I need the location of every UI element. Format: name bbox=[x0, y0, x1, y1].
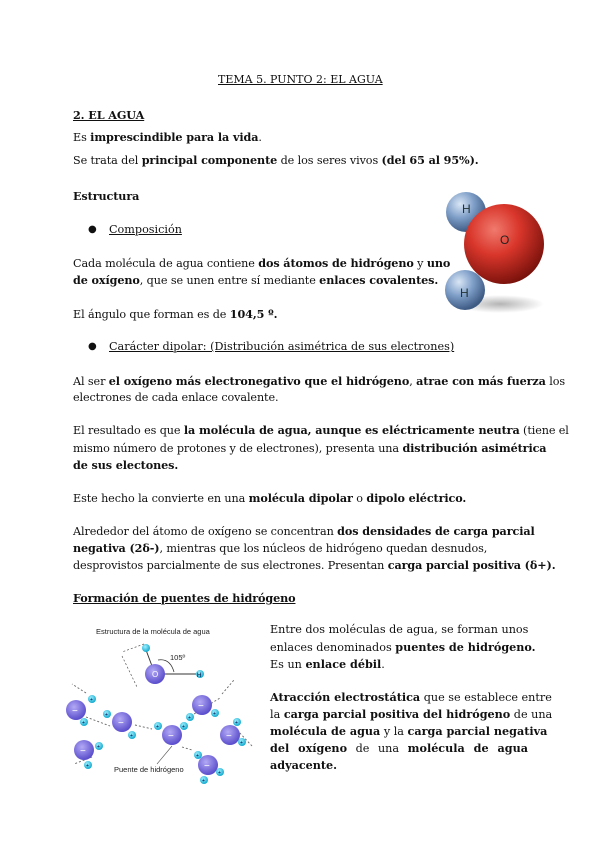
bullet-dot: ● bbox=[88, 341, 97, 352]
puentes-heading: Formación de puentes de hidrógeno bbox=[73, 591, 296, 605]
bullet-dot: ● bbox=[88, 224, 97, 235]
svg-text:−: − bbox=[118, 718, 124, 729]
dashed-bracket bbox=[122, 644, 144, 652]
svg-text:−: − bbox=[72, 706, 78, 717]
angle-label: 105º bbox=[170, 653, 186, 662]
h-top-label: H bbox=[462, 202, 471, 216]
h-label: H bbox=[197, 673, 202, 679]
o-label: O bbox=[152, 670, 159, 679]
intro-line-2: Se trata del principal componente de los seres vivos (del 65 al 95%). bbox=[73, 153, 479, 167]
svg-text:+: + bbox=[196, 753, 199, 759]
puentes-line-3: Es un enlace débil. bbox=[270, 657, 385, 671]
water-molecule-1 bbox=[66, 695, 96, 726]
svg-text:+: + bbox=[188, 715, 191, 721]
intro-line-1: Es imprescindible para la vida. bbox=[73, 130, 262, 144]
svg-text:−: − bbox=[168, 731, 174, 742]
svg-text:+: + bbox=[156, 724, 159, 730]
puentes-line-2: enlaces denominados puentes de hidrógeno. bbox=[270, 640, 536, 654]
svg-text:+: + bbox=[240, 740, 243, 746]
svg-text:−: − bbox=[204, 761, 210, 772]
svg-text:+: + bbox=[182, 724, 185, 730]
dipolar-p2-line-3: de sus electones. bbox=[73, 458, 179, 472]
svg-text:+: + bbox=[86, 763, 89, 769]
dipolar-label: Carácter dipolar: (Distribución asimétrica de sus electrones) bbox=[109, 340, 455, 353]
water-molecule-6 bbox=[220, 718, 246, 746]
caption-pointer bbox=[157, 746, 172, 764]
puentes-line-4: Atracción electrostática que se establece entre bbox=[270, 690, 552, 704]
angle-line: El ángulo que forman es de 104,5 º. bbox=[73, 307, 278, 321]
dipolar-p1-line-1: Al ser el oxígeno más electronegativo que el hidrógeno, atrae con más fuerza los bbox=[73, 374, 566, 388]
hydrogen-bond-figure bbox=[62, 622, 262, 787]
svg-text:+: + bbox=[218, 770, 221, 776]
hydrogen-bond-lines bbox=[72, 680, 252, 764]
estructura-heading: Estructura bbox=[73, 189, 140, 203]
o-label: O bbox=[500, 233, 510, 247]
dipolar-p2-line-2: mismo número de protones y de electrones), presenta una distribución asimétrica bbox=[73, 441, 547, 455]
dipolar-p4-line-2: negativa (2δ-), mientras que los núcleos de hidrógeno quedan desnudos, bbox=[73, 541, 488, 555]
figure-caption-bottom: Puente de hidrógeno bbox=[114, 765, 184, 774]
dipolar-p4-line-1: Alrededor del átomo de oxígeno se concentran dos densidades de carga parcial bbox=[73, 524, 535, 538]
puentes-line-7: del oxígeno de una molécula de agua bbox=[270, 741, 528, 755]
dipolar-p2-line-1: El resultado es que la molécula de agua, aunque es eléctricamente neutra (tiene el bbox=[73, 423, 569, 437]
water-molecule-2 bbox=[103, 710, 136, 739]
svg-text:+: + bbox=[105, 712, 108, 718]
h-bottom-label: H bbox=[460, 286, 469, 300]
water-molecule-5 bbox=[186, 695, 219, 721]
section-heading: 2. EL AGUA bbox=[73, 108, 145, 122]
water-molecule-4 bbox=[154, 722, 188, 745]
svg-text:+: + bbox=[202, 778, 205, 784]
composicion-line-2: de oxígeno, que se unen entre sí mediante enlaces covalentes. bbox=[73, 273, 439, 287]
svg-text:+: + bbox=[235, 720, 238, 726]
svg-text:+: + bbox=[130, 733, 133, 739]
composicion-label: Composición bbox=[109, 223, 182, 236]
dipolar-p1-line-2: electrones de cada enlace covalente. bbox=[73, 391, 279, 404]
puentes-line-5: la carga parcial positiva del hidrógeno de una bbox=[270, 707, 553, 721]
doc-title: TEMA 5. PUNTO 2: EL AGUA bbox=[218, 73, 383, 86]
figure-caption-top: Estructura de la molécula de agua bbox=[96, 627, 210, 636]
svg-text:+: + bbox=[90, 697, 93, 703]
puentes-line-6: molécula de agua y la carga parcial negativa bbox=[270, 724, 548, 738]
composicion-line-1: Cada molécula de agua contiene dos átomos de hidrógeno y uno bbox=[73, 256, 451, 270]
svg-text:+: + bbox=[213, 711, 216, 717]
svg-text:+: + bbox=[97, 744, 100, 750]
water-molecule-model bbox=[436, 186, 546, 316]
svg-text:−: − bbox=[198, 701, 204, 712]
puentes-line-8: adyacente. bbox=[270, 758, 338, 772]
water-molecule-7 bbox=[194, 751, 224, 784]
dashed-bracket bbox=[122, 656, 137, 687]
hydrogen-atom bbox=[142, 644, 150, 652]
svg-text:−: − bbox=[226, 731, 232, 742]
puentes-line-1: Entre dos moléculas de agua, se forman unos bbox=[270, 623, 529, 636]
water-molecule-3 bbox=[74, 740, 103, 769]
svg-text:+: + bbox=[82, 720, 85, 726]
dipolar-p3: Este hecho la convierte en una molécula dipolar o dipolo eléctrico. bbox=[73, 491, 467, 505]
svg-text:−: − bbox=[80, 746, 86, 757]
dipolar-p4-line-3: desprovistos parcialmente de sus electrones. Presentan carga parcial positiva (δ+). bbox=[73, 558, 556, 572]
